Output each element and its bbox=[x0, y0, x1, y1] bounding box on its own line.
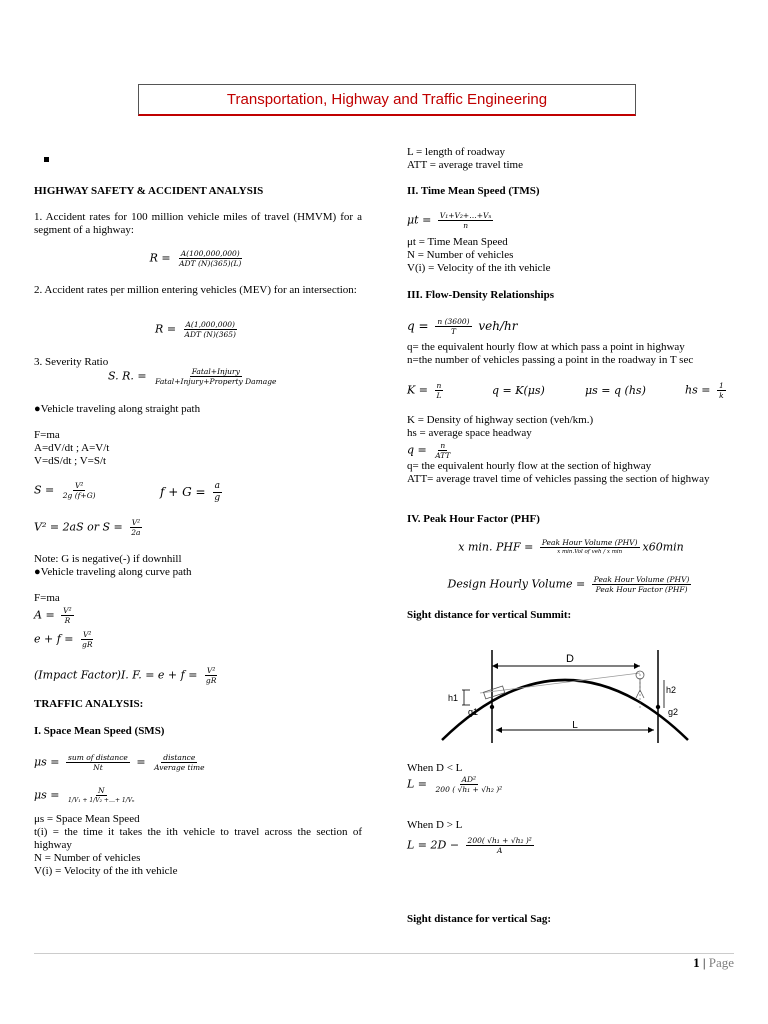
eq-num: AD² bbox=[461, 775, 477, 784]
footer-divider bbox=[34, 953, 734, 954]
eq-den: 2a bbox=[131, 528, 141, 537]
eq-q bbox=[407, 317, 518, 336]
eq-num: N bbox=[97, 786, 105, 795]
velocity-eq: V=dS/dt ; V=S/t bbox=[34, 455, 107, 467]
eq-lhs: A = bbox=[34, 608, 55, 622]
eq-lhs: R = bbox=[155, 322, 177, 336]
eq-den: ATT bbox=[435, 451, 451, 460]
d-less-l: When D < L bbox=[407, 762, 463, 774]
page-separator: | bbox=[699, 955, 709, 970]
page-label: Page bbox=[708, 955, 734, 970]
straight-path-note: ●Vehicle traveling along straight path bbox=[34, 403, 201, 415]
eq-summit-1 bbox=[407, 775, 507, 794]
eq-num: Fatal+Injury bbox=[191, 367, 240, 376]
eq-sms-1 bbox=[34, 753, 210, 772]
d-greater-l: When D > L bbox=[407, 819, 463, 831]
eq-lhs: μs = bbox=[34, 788, 60, 802]
flow-heading: III. Flow-Density Relationships bbox=[407, 289, 554, 301]
eq-centripetal bbox=[34, 606, 77, 625]
def-vi: V(i) = Velocity of the ith vehicle bbox=[34, 865, 178, 877]
eq-num: Peak Hour Volume (PHV) bbox=[593, 575, 690, 584]
eq-k bbox=[407, 381, 446, 400]
def-time: t(i) = the time it takes the ith vehicle to travel across the section of highway bbox=[34, 826, 362, 851]
eq-lhs: μt = bbox=[407, 213, 432, 227]
vertical-summit-diagram bbox=[440, 645, 690, 745]
eq-lhs: K = bbox=[407, 383, 428, 397]
label-d: D bbox=[566, 653, 574, 665]
eq-qk: q = K(μs) bbox=[492, 384, 545, 397]
phf-heading: IV. Peak Hour Factor (PHF) bbox=[407, 513, 540, 525]
eq-lhs: S. R. = bbox=[108, 369, 147, 383]
eq-lhs: S = bbox=[34, 483, 55, 497]
def-att2: ATT= average travel time of vehicles passing the section of highway bbox=[407, 473, 710, 485]
eq-num: V² bbox=[131, 518, 141, 527]
sight-summit-heading: Sight distance for vertical Summit: bbox=[407, 609, 572, 621]
downhill-note: Note: G is negative(-) if downhill bbox=[34, 553, 182, 565]
eq-lhs: q = bbox=[407, 443, 427, 457]
def-tms: μt = Time Mean Speed bbox=[407, 236, 508, 248]
eq-lhs: Design Hourly Volume = bbox=[447, 577, 586, 591]
def-att: ATT = average travel time bbox=[407, 159, 523, 171]
eq-s bbox=[34, 481, 101, 500]
eq-num: V₁+V₂+…+Vₙ bbox=[439, 211, 492, 220]
fma-line-1: F=ma bbox=[34, 429, 60, 441]
eq-lhs: L = bbox=[407, 777, 428, 791]
sms-heading: I. Space Mean Speed (SMS) bbox=[34, 725, 165, 737]
eq-num: a bbox=[214, 481, 220, 491]
def-tms-vi: V(i) = Velocity of the ith vehicle bbox=[407, 262, 551, 274]
eq-den: Average time bbox=[154, 763, 205, 772]
eq-tms bbox=[407, 211, 496, 230]
fma-line-2: F=ma bbox=[34, 592, 60, 604]
def-k: K = Density of highway section (veh/km.) bbox=[407, 414, 594, 426]
eq-den: Nt bbox=[93, 763, 103, 772]
eq-lhs: hs = bbox=[685, 383, 711, 397]
def-q2: q= the equivalent hourly flow at the section of highway bbox=[407, 460, 652, 472]
eq-den: 200 ( √h₁ + √h₂ )² bbox=[435, 785, 503, 794]
eq-sms-2 bbox=[34, 786, 139, 805]
eq-den: g bbox=[214, 493, 221, 503]
eq-num: n (3600) bbox=[437, 317, 470, 326]
item-accident-rate-mev: 2. Accident rates per million entering vehicles (MEV) for an intersection: bbox=[34, 284, 357, 296]
bullet-square bbox=[44, 157, 49, 162]
eq-num: V² bbox=[206, 666, 216, 675]
eq-num: n bbox=[440, 441, 446, 450]
eq-mus: μs = q (hs) bbox=[585, 384, 646, 397]
eq-f-plus-g bbox=[160, 481, 225, 504]
eq-num: distance bbox=[163, 753, 196, 762]
eq-den: ADT (N)(365) bbox=[184, 330, 236, 339]
eq-den: 2g (f+G) bbox=[62, 491, 96, 500]
sight-sag-heading: Sight distance for vertical Sag: bbox=[407, 913, 552, 925]
eq-lhs: x min. PHF = bbox=[458, 540, 534, 554]
eq-hmvm bbox=[34, 249, 362, 268]
eq-num: n bbox=[436, 381, 442, 390]
eq-den: n bbox=[463, 221, 469, 230]
def-sms: μs = Space Mean Speed bbox=[34, 813, 140, 825]
eq-den: k bbox=[719, 391, 724, 400]
page-number: 1 bbox=[693, 955, 700, 970]
eq-summit-2 bbox=[407, 836, 537, 855]
eq-den: R bbox=[64, 616, 71, 625]
def-tms-n: N = Number of vehicles bbox=[407, 249, 514, 261]
eq-num: V² bbox=[63, 606, 72, 615]
label-g1: g1 bbox=[468, 707, 479, 717]
eq-num: Peak Hour Volume (PHV) bbox=[541, 538, 638, 547]
eq-den: Fatal+Injury+Property Damage bbox=[155, 377, 277, 386]
eq-num: V² bbox=[83, 630, 92, 639]
item-accident-rate-hmvm: 1. Accident rates for 100 million vehicle miles of travel (HMVM) for a segment of a highway: bbox=[34, 211, 362, 236]
eq-lhs: f + G = bbox=[160, 485, 206, 499]
page-title: Transportation, Highway and Traffic Engineering bbox=[226, 91, 548, 108]
curve-path-note: ●Vehicle traveling along curve path bbox=[34, 566, 192, 578]
eq-lhs: V² = 2aS or S = bbox=[34, 520, 123, 534]
eq-lhs: R = bbox=[149, 251, 171, 265]
eq-lhs: (Impact Factor)I. F. = e + f = bbox=[34, 668, 198, 682]
def-q: q= the equivalent hourly flow at which pass a point in highway bbox=[407, 341, 685, 353]
label-h2: h2 bbox=[666, 685, 677, 695]
def-n-flow: n=the number of vehicles passing a point in the roadway in T sec bbox=[407, 354, 694, 366]
eq-den: A bbox=[496, 846, 503, 855]
eq-den: Peak Hour Factor (PHF) bbox=[595, 585, 688, 594]
eq-den: L bbox=[436, 391, 442, 400]
eq-lhs: L = 2D − bbox=[407, 838, 460, 852]
traffic-analysis-heading: TRAFFIC ANALYSIS: bbox=[34, 698, 144, 710]
eq-lhs: e + f = bbox=[34, 632, 74, 646]
eq-unit: veh/hr bbox=[478, 319, 518, 333]
eq-den: x min.Vol of veh / x min bbox=[557, 549, 623, 555]
eq-severity-ratio bbox=[108, 367, 281, 386]
eq-hs bbox=[685, 381, 729, 400]
def-n: N = Number of vehicles bbox=[34, 852, 141, 864]
eq-num: V² bbox=[74, 481, 84, 490]
eq-num: A(100,000,000) bbox=[180, 249, 240, 258]
accel-eq: A=dV/dt ; A=V/t bbox=[34, 442, 110, 454]
eq-v-squared bbox=[34, 518, 146, 537]
label-l: L bbox=[572, 720, 578, 731]
eq-mev bbox=[34, 320, 362, 339]
section-heading: HIGHWAY SAFETY & ACCIDENT ANALYSIS bbox=[34, 185, 264, 197]
title-box bbox=[138, 84, 636, 116]
eq-superelevation bbox=[34, 630, 97, 649]
eq-impact-factor bbox=[34, 666, 221, 685]
def-hs: hs = average space headway bbox=[407, 427, 532, 439]
eq-tail: x60min bbox=[642, 540, 684, 554]
eq-den: T bbox=[450, 327, 456, 336]
page-footer bbox=[640, 955, 734, 971]
eq-num: A(1,000,000) bbox=[185, 320, 235, 329]
eq-den: gR bbox=[82, 640, 93, 649]
label-g2: g2 bbox=[668, 707, 679, 717]
eq-den: 1/V₁ + 1/V₂ +…+ 1/Vₙ bbox=[68, 797, 135, 804]
eq-num: sum of distance bbox=[68, 753, 128, 762]
def-length: L = length of roadway bbox=[407, 146, 506, 158]
eq-den: gR bbox=[205, 676, 217, 685]
tms-heading: II. Time Mean Speed (TMS) bbox=[407, 185, 540, 197]
eq-phf bbox=[407, 538, 735, 557]
eq-q2 bbox=[407, 441, 455, 460]
eq-dhv bbox=[407, 575, 735, 594]
eq-num: 200( √h₁ + √h₂ )² bbox=[467, 836, 532, 845]
eq-den: ADT (N)(365)(L) bbox=[179, 259, 242, 268]
eq-lhs: μs = bbox=[34, 755, 60, 769]
eq-lhs: q = bbox=[407, 319, 429, 333]
label-h1: h1 bbox=[448, 693, 459, 703]
eq-equals: = bbox=[136, 755, 146, 769]
item-severity-ratio: 3. Severity Ratio bbox=[34, 356, 109, 368]
eq-num: 1 bbox=[718, 381, 724, 390]
